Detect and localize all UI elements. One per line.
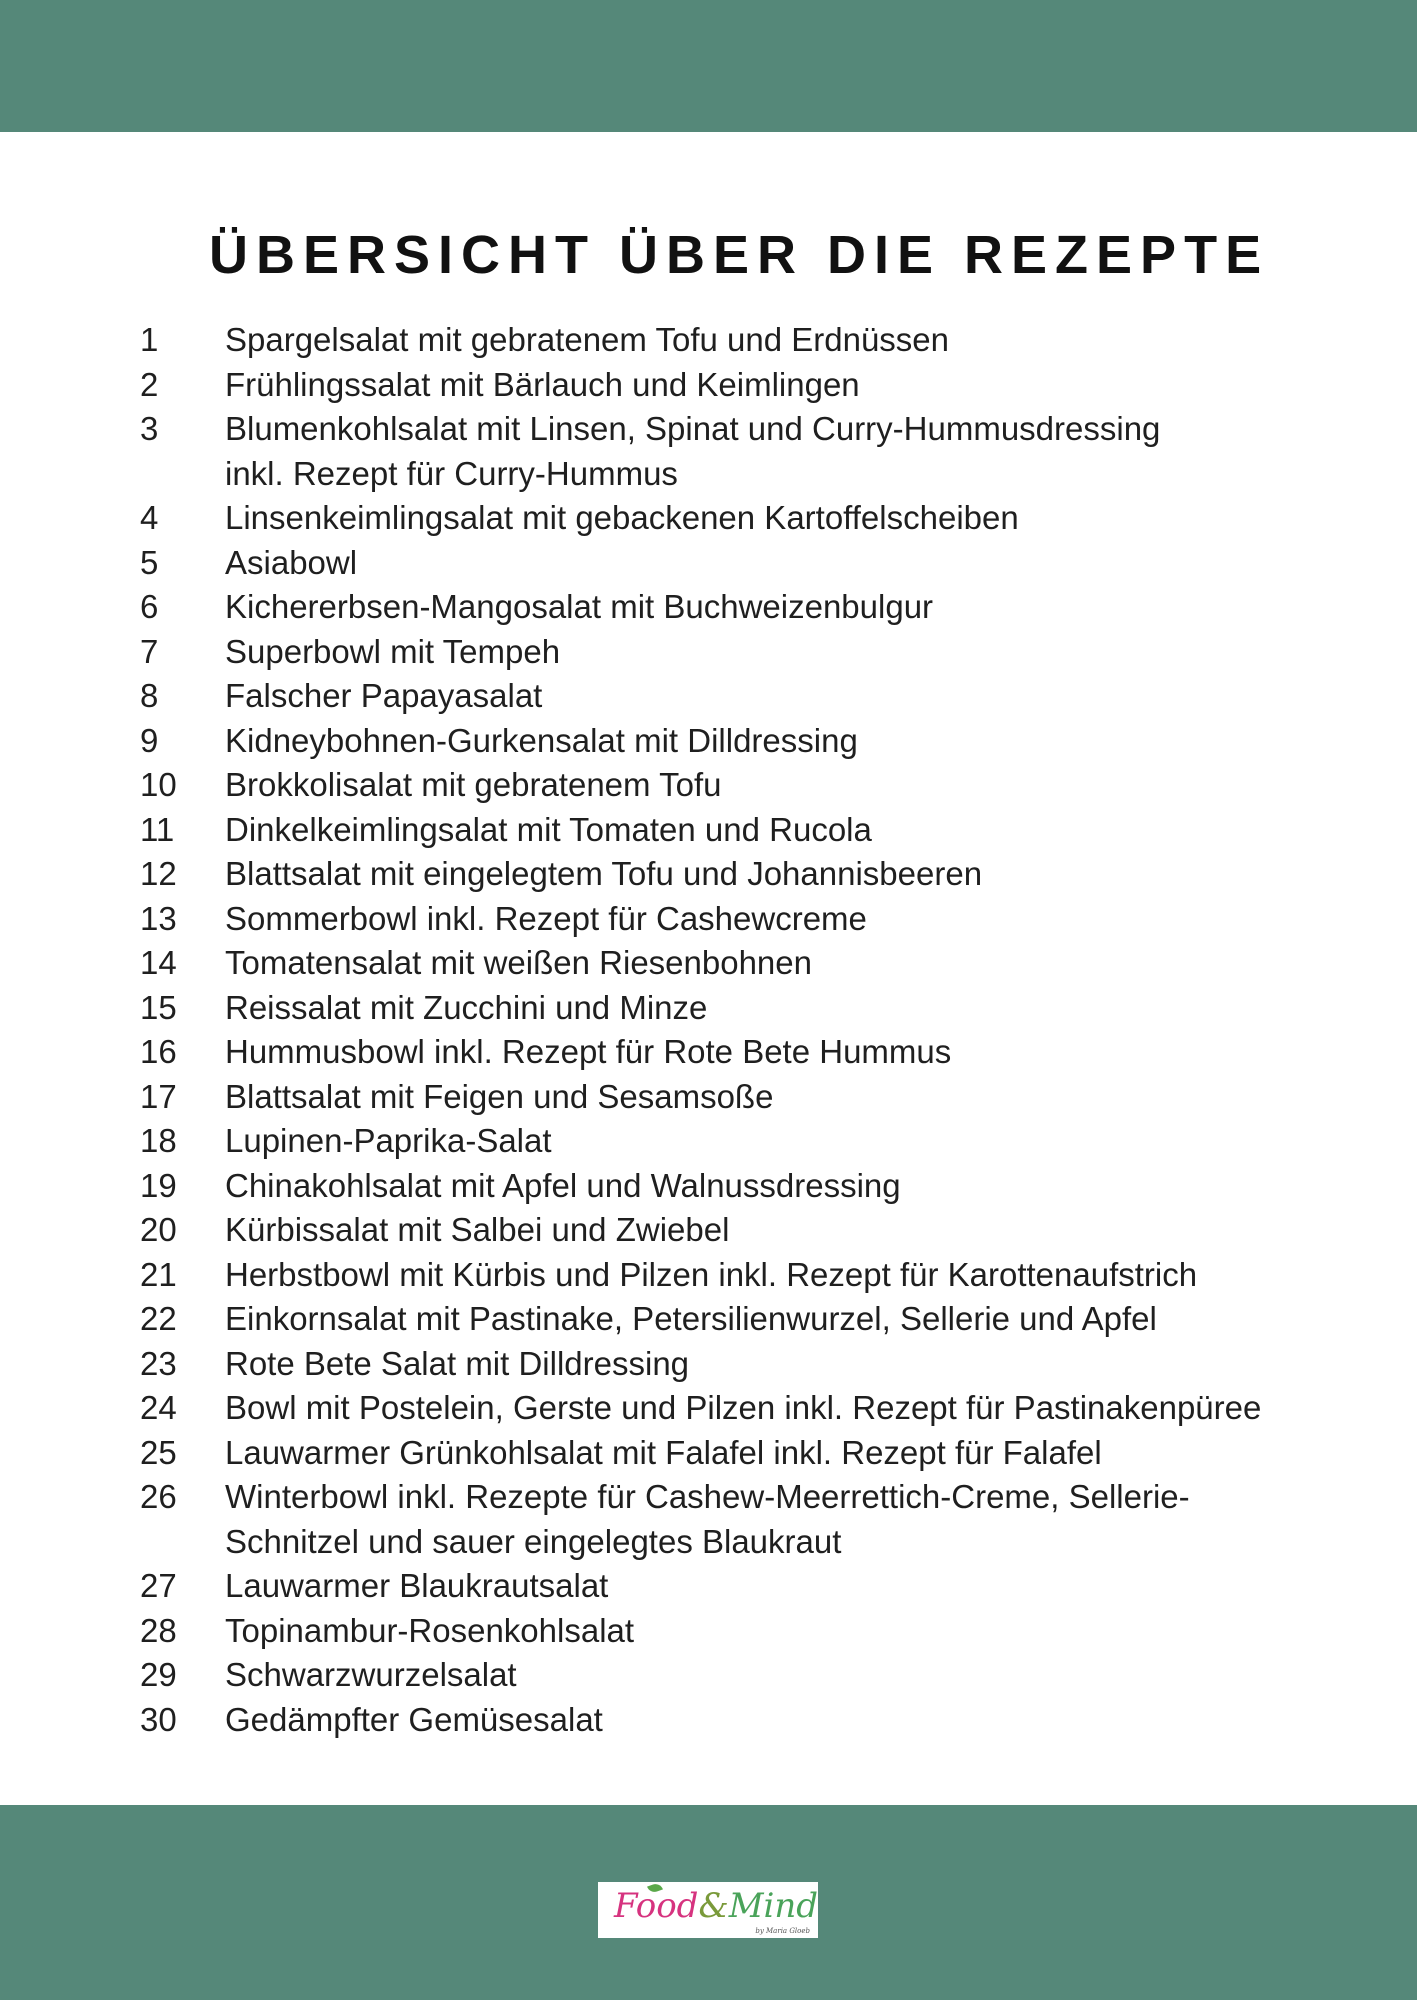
recipe-number: 10 bbox=[140, 766, 177, 803]
recipe-item bbox=[140, 496, 1300, 541]
recipe-item bbox=[140, 1030, 1300, 1075]
recipe-number: 20 bbox=[140, 1211, 177, 1248]
recipe-item bbox=[140, 318, 1300, 363]
recipe-number: 27 bbox=[140, 1567, 177, 1604]
recipe-title: Lauwarmer Grünkohlsalat mit Falafel inkl. Rezept für Falafel bbox=[225, 1433, 1102, 1471]
recipe-title: Blumenkohlsalat mit Linsen, Spinat und Curry-Hummusdressing bbox=[225, 410, 1161, 447]
recipe-number: 16 bbox=[140, 1033, 177, 1070]
recipe-item bbox=[140, 541, 1300, 586]
recipe-number: 12 bbox=[140, 855, 177, 892]
recipe-item bbox=[140, 363, 1300, 408]
recipe-item bbox=[140, 407, 1300, 452]
recipe-number: 30 bbox=[140, 1700, 177, 1738]
recipe-number: 21 bbox=[140, 1255, 177, 1293]
recipe-title: Schwarzwurzelsalat bbox=[225, 1656, 517, 1693]
recipe-number: 7 bbox=[140, 632, 159, 670]
recipe-item bbox=[140, 808, 1300, 853]
recipe-number: 1 bbox=[140, 321, 159, 358]
recipe-item bbox=[140, 630, 1300, 675]
recipe-title: Rote Bete Salat mit Dilldressing bbox=[225, 1344, 690, 1382]
recipe-number: 14 bbox=[140, 944, 177, 981]
recipe-item bbox=[140, 1386, 1300, 1431]
recipe-title: Herbstbowl mit Kürbis und Pilzen inkl. Rezept für Karottenaufstrich bbox=[225, 1255, 1198, 1293]
recipe-title: Schnitzel und sauer eingelegtes Blaukraut bbox=[225, 1522, 842, 1560]
recipe-item bbox=[140, 1075, 1300, 1120]
recipe-item bbox=[140, 1342, 1300, 1387]
recipe-title: Frühlingssalat mit Bärlauch und Keimlingen bbox=[225, 365, 860, 403]
recipe-number: 3 bbox=[140, 410, 159, 447]
recipe-title: inkl. Rezept für Curry-Hummus bbox=[225, 454, 678, 492]
recipe-item bbox=[140, 941, 1300, 986]
recipe-number: 2 bbox=[140, 365, 159, 403]
page-title: ÜBERSICHT ÜBER DIE REZEPTE bbox=[209, 225, 1270, 286]
recipe-item bbox=[140, 897, 1300, 942]
recipe-title: Einkornsalat mit Pastinake, Petersilienwurzel, Sellerie und Apfel bbox=[225, 1300, 1157, 1337]
recipe-title: Kichererbsen-Mangosalat mit Buchweizenbulgur bbox=[225, 588, 934, 625]
recipe-number: 5 bbox=[140, 543, 159, 581]
recipe-title: Reissalat mit Zucchini und Minze bbox=[225, 988, 708, 1026]
recipe-title: Chinakohlsalat mit Apfel und Walnussdressing bbox=[225, 1166, 901, 1204]
recipe-title: Lauwarmer Blaukrautsalat bbox=[225, 1567, 609, 1604]
recipe-number: 6 bbox=[140, 588, 159, 625]
recipe-number: 17 bbox=[140, 1077, 177, 1115]
recipe-item bbox=[140, 986, 1300, 1031]
recipe-title: Hummusbowl inkl. Rezept für Rote Bete Hummus bbox=[225, 1033, 952, 1070]
recipe-title: Gedämpfter Gemüsesalat bbox=[225, 1700, 603, 1738]
recipe-title: Kidneybohnen-Gurkensalat mit Dilldressing bbox=[225, 721, 858, 759]
recipe-title: Topinambur-Rosenkohlsalat bbox=[225, 1611, 635, 1649]
recipe-item bbox=[140, 674, 1300, 719]
recipe-item bbox=[140, 452, 1300, 497]
recipe-number: 23 bbox=[140, 1344, 177, 1382]
recipe-number bbox=[140, 452, 225, 497]
recipe-list bbox=[140, 318, 1300, 1742]
recipe-item bbox=[140, 1564, 1300, 1609]
recipe-title: Dinkelkeimlingsalat mit Tomaten und Rucola bbox=[225, 810, 872, 848]
recipe-number: 25 bbox=[140, 1433, 177, 1471]
recipe-title: Tomatensalat mit weißen Riesenbohnen bbox=[225, 944, 812, 981]
recipe-item bbox=[140, 1475, 1300, 1520]
recipe-item bbox=[140, 763, 1300, 808]
recipe-number: 13 bbox=[140, 899, 177, 937]
recipe-title: Blattsalat mit eingelegtem Tofu und Johannisbeeren bbox=[225, 855, 983, 892]
recipe-item bbox=[140, 1609, 1300, 1654]
recipe-item bbox=[140, 1164, 1300, 1209]
recipe-number bbox=[140, 1520, 225, 1565]
recipe-item bbox=[140, 1208, 1300, 1253]
logo-wordmark: Food&Mind bbox=[614, 1886, 819, 1926]
recipe-item bbox=[140, 1698, 1300, 1743]
recipe-number: 19 bbox=[140, 1166, 177, 1204]
recipe-number: 4 bbox=[140, 499, 159, 536]
recipe-number: 9 bbox=[140, 721, 159, 759]
recipe-item bbox=[140, 719, 1300, 764]
recipe-number: 8 bbox=[140, 677, 159, 714]
recipe-title: Spargelsalat mit gebratenem Tofu und Erdnüssen bbox=[225, 321, 950, 358]
recipe-item bbox=[140, 1653, 1300, 1698]
recipe-title: Bowl mit Postelein, Gerste und Pilzen inkl. Rezept für Pastinakenpüree bbox=[225, 1389, 1262, 1426]
logo-byline: by Maria Gloeb bbox=[755, 1927, 810, 1935]
recipe-title: Kürbissalat mit Salbei und Zwiebel bbox=[225, 1211, 730, 1248]
recipe-title: Lupinen-Paprika-Salat bbox=[225, 1122, 552, 1159]
header-band bbox=[0, 0, 1417, 132]
recipe-number: 15 bbox=[140, 988, 177, 1026]
recipe-number: 22 bbox=[140, 1300, 177, 1337]
recipe-title: Superbowl mit Tempeh bbox=[225, 632, 561, 670]
recipe-number: 28 bbox=[140, 1611, 177, 1649]
recipe-title: Blattsalat mit Feigen und Sesamsoße bbox=[225, 1077, 774, 1115]
recipe-title: Asiabowl bbox=[225, 543, 358, 581]
recipe-number: 11 bbox=[140, 810, 175, 848]
food-and-mind-logo bbox=[598, 1882, 818, 1938]
recipe-title: Brokkolisalat mit gebratenem Tofu bbox=[225, 766, 722, 803]
recipe-item bbox=[140, 1431, 1300, 1476]
recipe-title: Sommerbowl inkl. Rezept für Cashewcreme bbox=[225, 899, 867, 937]
recipe-number: 29 bbox=[140, 1656, 177, 1693]
recipe-title: Falscher Papayasalat bbox=[225, 677, 543, 714]
recipe-item bbox=[140, 1297, 1300, 1342]
recipe-title: Winterbowl inkl. Rezepte für Cashew-Meerrettich-Creme, Sellerie- bbox=[225, 1478, 1190, 1515]
recipe-item bbox=[140, 852, 1300, 897]
recipe-item bbox=[140, 1520, 1300, 1565]
recipe-number: 18 bbox=[140, 1122, 177, 1159]
recipe-item bbox=[140, 1253, 1300, 1298]
recipe-title: Linsenkeimlingsalat mit gebackenen Kartoffelscheiben bbox=[225, 499, 1019, 536]
recipe-number: 24 bbox=[140, 1389, 177, 1426]
recipe-number: 26 bbox=[140, 1478, 177, 1515]
recipe-item bbox=[140, 1119, 1300, 1164]
recipe-item bbox=[140, 585, 1300, 630]
